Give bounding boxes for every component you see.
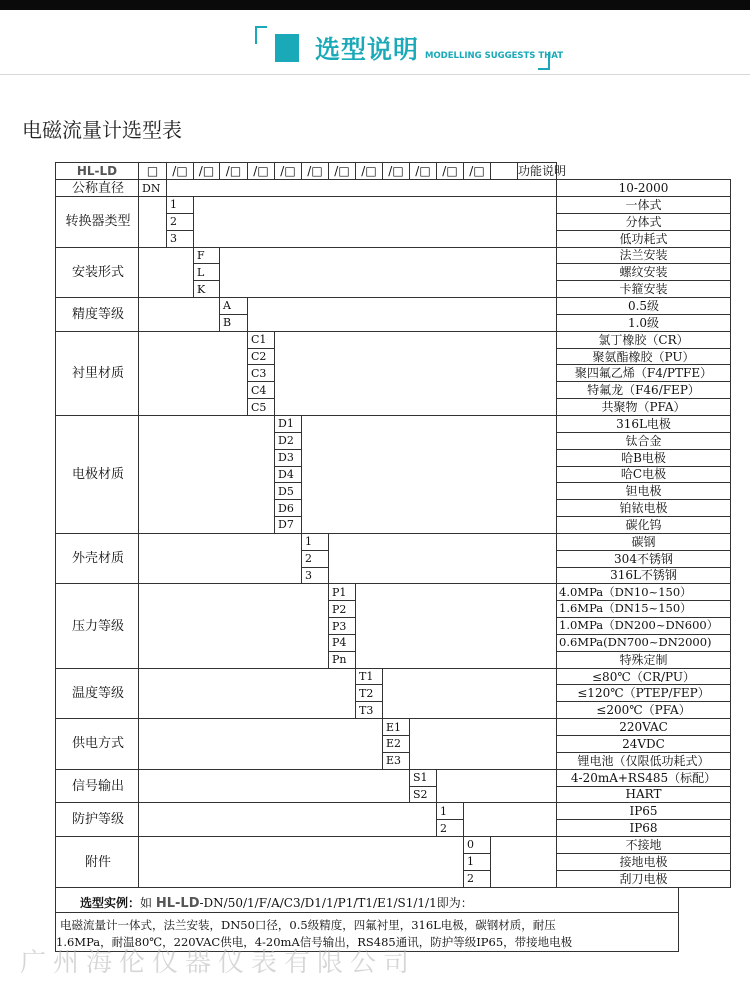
blank-cell <box>437 769 557 803</box>
option-code: P4 <box>329 634 356 651</box>
top-bar <box>0 0 750 10</box>
table-row <box>56 197 731 214</box>
table-row <box>56 247 731 264</box>
option-description: 特殊定制 <box>557 651 731 668</box>
selector-box: /□ <box>437 163 464 180</box>
blank-cell <box>139 533 302 584</box>
option-description: 1.0级 <box>557 314 731 331</box>
section-label: 转换器类型 <box>56 197 139 248</box>
option-code: 2 <box>437 820 464 837</box>
selector-box: /□ <box>356 163 383 180</box>
option-code: DN <box>139 180 167 197</box>
section-label: 压力等级 <box>56 584 139 668</box>
option-code: E2 <box>383 736 410 753</box>
example-desc-line2: 1.6MPa，耐温80℃，220VAC供电，4-20mA信号输出，RS485通讯，防护等级IP65，带接地电极 <box>56 935 573 949</box>
blank-cell <box>139 837 464 888</box>
blank-cell <box>139 298 220 332</box>
blank-cell <box>139 584 329 668</box>
option-description: 10-2000 <box>557 180 731 197</box>
section-label: 温度等级 <box>56 668 139 719</box>
blank-cell <box>464 803 557 837</box>
option-description: 卡箍安装 <box>557 281 731 298</box>
option-code: 1 <box>302 533 329 550</box>
option-description: 锂电池（仅限低功耗式） <box>557 752 731 769</box>
option-code: 2 <box>167 213 194 230</box>
option-description: ≤80℃（CR/PU） <box>557 668 731 685</box>
section-label: 附件 <box>56 837 139 888</box>
function-header: 功能说明 <box>518 164 567 179</box>
option-code: E3 <box>383 752 410 769</box>
company-watermark: 广州海伦仪器仪表有限公司 <box>20 948 417 978</box>
option-description: 特氟龙（F46/FEP） <box>557 382 731 399</box>
option-description: 一体式 <box>557 197 731 214</box>
option-description: 304不锈钢 <box>557 550 731 567</box>
option-description: IP65 <box>557 803 731 820</box>
option-description: ≤120℃（PTEP/FEP） <box>557 685 731 702</box>
option-description: 聚四氟乙烯（F4/PTFE） <box>557 365 731 382</box>
option-description: 碳钢 <box>557 533 731 550</box>
option-code: 2 <box>302 550 329 567</box>
option-description: ≤200℃（PFA） <box>557 702 731 719</box>
option-description: 法兰安装 <box>557 247 731 264</box>
selector-box: /□ <box>302 163 329 180</box>
option-description: 铂铱电极 <box>557 500 731 517</box>
table-row <box>56 837 731 854</box>
option-code: C2 <box>248 348 275 365</box>
section-label: 公称直径 <box>56 180 139 197</box>
option-description: 316L不锈钢 <box>557 567 731 584</box>
selector-box: /□ <box>194 163 220 180</box>
table-row <box>56 769 731 786</box>
selector-box: /□ <box>275 163 302 180</box>
option-code: D6 <box>275 500 302 517</box>
option-description: 0.5级 <box>557 298 731 315</box>
example-code: -DN/50/1/F/A/C3/D1/1/P1/T1/E1/S1/1/1即为： <box>199 896 473 910</box>
option-code: C5 <box>248 399 275 416</box>
option-code: S1 <box>410 769 437 786</box>
header-blank <box>491 163 518 180</box>
option-description: 氯丁橡胶（CR） <box>557 331 731 348</box>
table-row <box>56 584 731 601</box>
option-description: 钛合金 <box>557 432 731 449</box>
table-row <box>56 415 731 432</box>
option-description: 低功耗式 <box>557 230 731 247</box>
option-code: 3 <box>302 567 329 584</box>
blank-cell <box>356 584 557 668</box>
option-description: 4.0MPa（DN10~150） <box>557 584 731 601</box>
blank-cell <box>139 247 194 298</box>
option-code: Pn <box>329 651 356 668</box>
option-code: S2 <box>410 786 437 803</box>
selector-box: /□ <box>220 163 248 180</box>
blank-cell <box>139 668 356 719</box>
option-description: 316L电极 <box>557 415 731 432</box>
section-label: 衬里材质 <box>56 331 139 415</box>
table-row <box>56 719 731 736</box>
blank-cell <box>248 298 557 332</box>
blank-cell <box>139 769 410 803</box>
option-code: D2 <box>275 432 302 449</box>
header-divider <box>0 74 750 75</box>
option-description: 碳化钨 <box>557 517 731 534</box>
section-label: 外壳材质 <box>56 533 139 584</box>
option-description: 螺纹安装 <box>557 264 731 281</box>
option-code: E1 <box>383 719 410 736</box>
blank-cell <box>220 247 557 298</box>
blank-cell <box>139 331 248 415</box>
section-label: 精度等级 <box>56 298 139 332</box>
option-description: 刮刀电极 <box>557 870 731 887</box>
option-description: 哈C电极 <box>557 466 731 483</box>
table-row <box>56 331 731 348</box>
header-bracket-left <box>255 26 267 44</box>
example-desc-line1: 电磁流量计一体式，法兰安装，DN50口径，0.5级精度，四氟衬里，316L电极，碳钢材质，耐压 <box>60 918 556 932</box>
option-code: P3 <box>329 618 356 635</box>
section-label: 供电方式 <box>56 719 139 770</box>
option-code: D3 <box>275 449 302 466</box>
option-description: 1.0MPa（DN200~DN600） <box>557 618 731 635</box>
blank-cell <box>302 415 557 533</box>
option-code: 2 <box>464 870 491 887</box>
blank-cell <box>194 197 557 248</box>
option-description: 哈B电极 <box>557 449 731 466</box>
option-code: 1 <box>437 803 464 820</box>
section-label: 电极材质 <box>56 415 139 533</box>
option-description: 聚氨酯橡胶（PU） <box>557 348 731 365</box>
selector-box: /□ <box>383 163 410 180</box>
selector-box: /□ <box>248 163 275 180</box>
blank-cell <box>139 197 167 248</box>
example-prefix: 如 <box>140 896 153 910</box>
selector-box: /□ <box>329 163 356 180</box>
blank-cell <box>410 719 557 770</box>
option-description: 共聚物（PFA） <box>557 399 731 416</box>
option-code: K <box>194 281 220 298</box>
blank-cell <box>275 331 557 415</box>
table-row <box>56 298 731 315</box>
blank-cell <box>329 533 557 584</box>
section-label: 安装形式 <box>56 247 139 298</box>
option-code: 1 <box>167 197 194 214</box>
option-description: 接地电极 <box>557 853 731 870</box>
option-code: 1 <box>464 853 491 870</box>
option-code: 0 <box>464 837 491 854</box>
option-description: 不接地 <box>557 837 731 854</box>
option-description: 分体式 <box>557 213 731 230</box>
blank-cell <box>167 180 557 197</box>
table-row <box>56 180 731 197</box>
blank-cell <box>139 803 437 837</box>
model-header: HL-LD <box>56 163 139 180</box>
option-code: B <box>220 314 248 331</box>
option-code: C3 <box>248 365 275 382</box>
example-label: 选型实例： <box>80 896 141 910</box>
option-code: T3 <box>356 702 383 719</box>
example-header <box>80 894 473 911</box>
header-square-icon <box>275 34 299 62</box>
option-code: D7 <box>275 517 302 534</box>
option-description: 4-20mA+RS485（标配） <box>557 769 731 786</box>
option-description: 220VAC <box>557 719 731 736</box>
option-code: 3 <box>167 230 194 247</box>
header-subtitle: MODELLING SUGGESTS THAT <box>425 51 564 61</box>
option-description: 24VDC <box>557 736 731 753</box>
option-description: 1.6MPa（DN15~150） <box>557 601 731 618</box>
table-row <box>56 533 731 550</box>
blank-cell <box>139 719 383 770</box>
option-code: L <box>194 264 220 281</box>
option-code: D4 <box>275 466 302 483</box>
selector-box: /□ <box>410 163 437 180</box>
option-code: C4 <box>248 382 275 399</box>
option-code: P1 <box>329 584 356 601</box>
option-description: 0.6MPa(DN700~DN2000) <box>557 634 731 651</box>
example-model: HL-LD <box>155 896 200 911</box>
option-code: T2 <box>356 685 383 702</box>
header-bracket-right <box>538 52 550 70</box>
option-description: 钽电极 <box>557 483 731 500</box>
selector-box: /□ <box>167 163 194 180</box>
option-code: A <box>220 298 248 315</box>
selector-box: /□ <box>464 163 491 180</box>
table-row <box>56 668 731 685</box>
selector-box: □ <box>139 163 167 180</box>
section-label: 信号输出 <box>56 769 139 803</box>
option-code: D1 <box>275 415 302 432</box>
page-title: 电磁流量计选型表 <box>22 118 182 142</box>
option-description: HART <box>557 786 731 803</box>
option-code: F <box>194 247 220 264</box>
option-code: P2 <box>329 601 356 618</box>
selection-table <box>55 162 731 888</box>
option-code: T1 <box>356 668 383 685</box>
table-row <box>56 803 731 820</box>
header-title: 选型说明 <box>315 35 420 64</box>
blank-cell <box>139 415 275 533</box>
blank-cell <box>491 837 557 888</box>
option-code: C1 <box>248 331 275 348</box>
section-label: 防护等级 <box>56 803 139 837</box>
option-description: IP68 <box>557 820 731 837</box>
option-code: D5 <box>275 483 302 500</box>
blank-cell <box>383 668 557 719</box>
